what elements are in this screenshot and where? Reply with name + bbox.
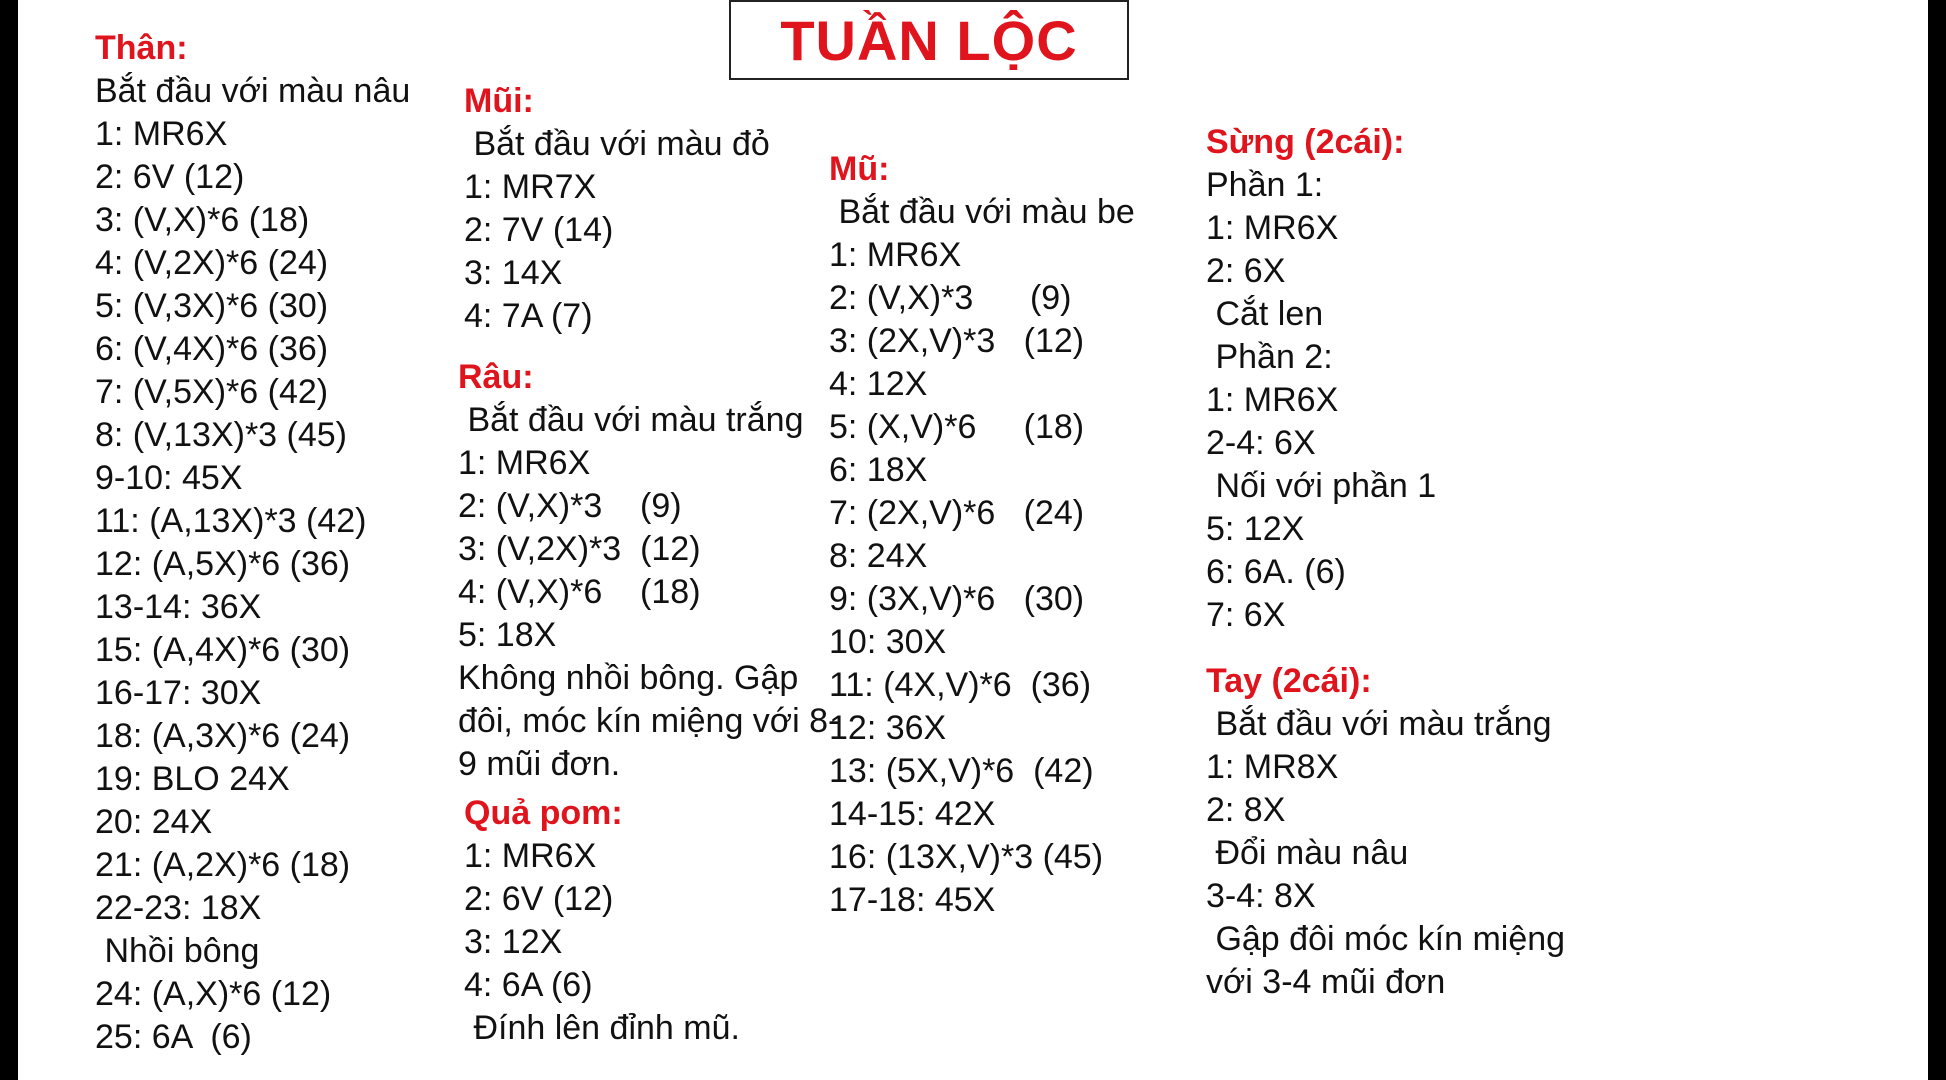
list-item: 1: MR7X [464,168,597,206]
list-item: 1: MR8X [1206,748,1339,786]
list-item: 2: 6X [1206,252,1286,290]
section-sung [1206,121,1436,637]
list-item: 4: (V,2X)*6 (24) [95,244,329,282]
list-item: Không nhồi bông. Gập [458,659,799,697]
list-item: đôi, móc kín miệng với 8- [458,702,840,740]
list-item: 6: (V,4X)*6 (36) [95,330,329,368]
list-item: 6: 6A. (6) [1206,553,1346,591]
list-item: 2: 8X [1206,791,1286,829]
list-item: 20: 24X [95,803,213,841]
list-item: Gập đôi móc kín miệng [1206,920,1566,958]
list-item: 4: 6A (6) [464,966,593,1004]
list-item: 25: 6A (6) [95,1018,252,1056]
list-item: 8: (V,13X)*3 (45) [95,416,347,454]
section-heading: Mũi: [464,82,534,120]
list-item: 9: (3X,V)*6 (30) [829,580,1085,618]
list-item: 1: MR6X [829,236,962,274]
list-item: 1: MR6X [458,444,591,482]
list-item: Phần 2: [1206,338,1333,376]
list-item: Cắt len [1206,295,1324,333]
list-item: 4: (V,X)*6 (18) [458,573,701,611]
list-item: 14-15: 42X [829,795,996,833]
list-item: Bắt đầu với màu đỏ [464,125,770,163]
list-item: 21: (A,2X)*6 (18) [95,846,351,884]
list-item: 12: 36X [829,709,947,747]
list-item: 16: (13X,V)*3 (45) [829,838,1104,876]
list-item: Nối với phần 1 [1206,467,1437,505]
list-item: 18: (A,3X)*6 (24) [95,717,351,755]
section-heading: Tay (2cái): [1206,662,1372,700]
list-item: 17-18: 45X [829,881,996,919]
list-item: 2: 7V (14) [464,211,614,249]
list-item: 3: 14X [464,254,563,292]
list-item: 1: MR6X [464,837,597,875]
list-item: 3: (2X,V)*3 (12) [829,322,1085,360]
list-item: 1: MR6X [1206,209,1339,247]
list-item: Bắt đầu với màu trắng [458,401,804,439]
list-item: 7: 6X [1206,596,1286,634]
page-title: TUẦN LỘC [780,8,1078,72]
list-item: 4: 7A (7) [464,297,593,335]
list-item: Bắt đầu với màu nâu [95,72,411,110]
list-item: với 3-4 mũi đơn [1206,963,1446,1001]
list-item: 9 mũi đơn. [458,745,621,783]
list-item: 12: (A,5X)*6 (36) [95,545,351,583]
list-item: 3: 12X [464,923,563,961]
list-item: 2: (V,X)*3 (9) [829,279,1072,317]
list-item: 5: (V,3X)*6 (30) [95,287,329,325]
list-item: 8: 24X [829,537,928,575]
list-item: 24: (A,X)*6 (12) [95,975,332,1013]
list-item: 4: 12X [829,365,928,403]
section-tay [1206,660,1565,1004]
title-box [729,0,1129,80]
section-heading: Quả pom: [464,794,623,832]
list-item: Đổi màu nâu [1206,834,1409,872]
list-item: 5: 12X [1206,510,1305,548]
list-item: 10: 30X [829,623,947,661]
list-item: 5: (X,V)*6 (18) [829,408,1085,446]
list-item: 2: 6V (12) [464,880,614,918]
list-item: Phần 1: [1206,166,1324,204]
list-item: 3: (V,2X)*3 (12) [458,530,701,568]
list-item: 11: (A,13X)*3 (42) [95,502,367,540]
slide-page [18,0,1928,1080]
section-than [95,27,410,1059]
list-item: 1: MR6X [1206,381,1339,419]
list-item: 19: BLO 24X [95,760,290,798]
list-item: 7: (V,5X)*6 (42) [95,373,329,411]
list-item: 13: (5X,V)*6 (42) [829,752,1094,790]
section-heading: Mũ: [829,150,890,188]
list-item: 1: MR6X [95,115,228,153]
list-item: 22-23: 18X [95,889,262,927]
section-heading: Râu: [458,358,534,396]
list-item: 7: (2X,V)*6 (24) [829,494,1085,532]
list-item: 3: (V,X)*6 (18) [95,201,310,239]
list-item: 9-10: 45X [95,459,243,497]
section-rau [458,356,839,786]
list-item: 6: 18X [829,451,928,489]
section-mui [464,80,770,338]
list-item: 2-4: 6X [1206,424,1316,462]
list-item: 11: (4X,V)*6 (36) [829,666,1092,704]
list-item: 16-17: 30X [95,674,262,712]
list-item: Đính lên đỉnh mũ. [464,1009,740,1047]
list-item: Bắt đầu với màu be [829,193,1135,231]
section-mu [829,148,1135,922]
list-item: 15: (A,4X)*6 (30) [95,631,351,669]
list-item: 13-14: 36X [95,588,262,626]
list-item: 5: 18X [458,616,557,654]
section-heading: Sừng (2cái): [1206,123,1405,161]
section-lines [95,70,410,1059]
section-qua-pom [464,792,740,1050]
list-item: 2: (V,X)*3 (9) [458,487,682,525]
section-heading: Thân: [95,29,188,67]
list-item: 3-4: 8X [1206,877,1316,915]
list-item: 2: 6V (12) [95,158,245,196]
list-item: Nhồi bông [95,932,260,970]
list-item: Bắt đầu với màu trắng [1206,705,1552,743]
